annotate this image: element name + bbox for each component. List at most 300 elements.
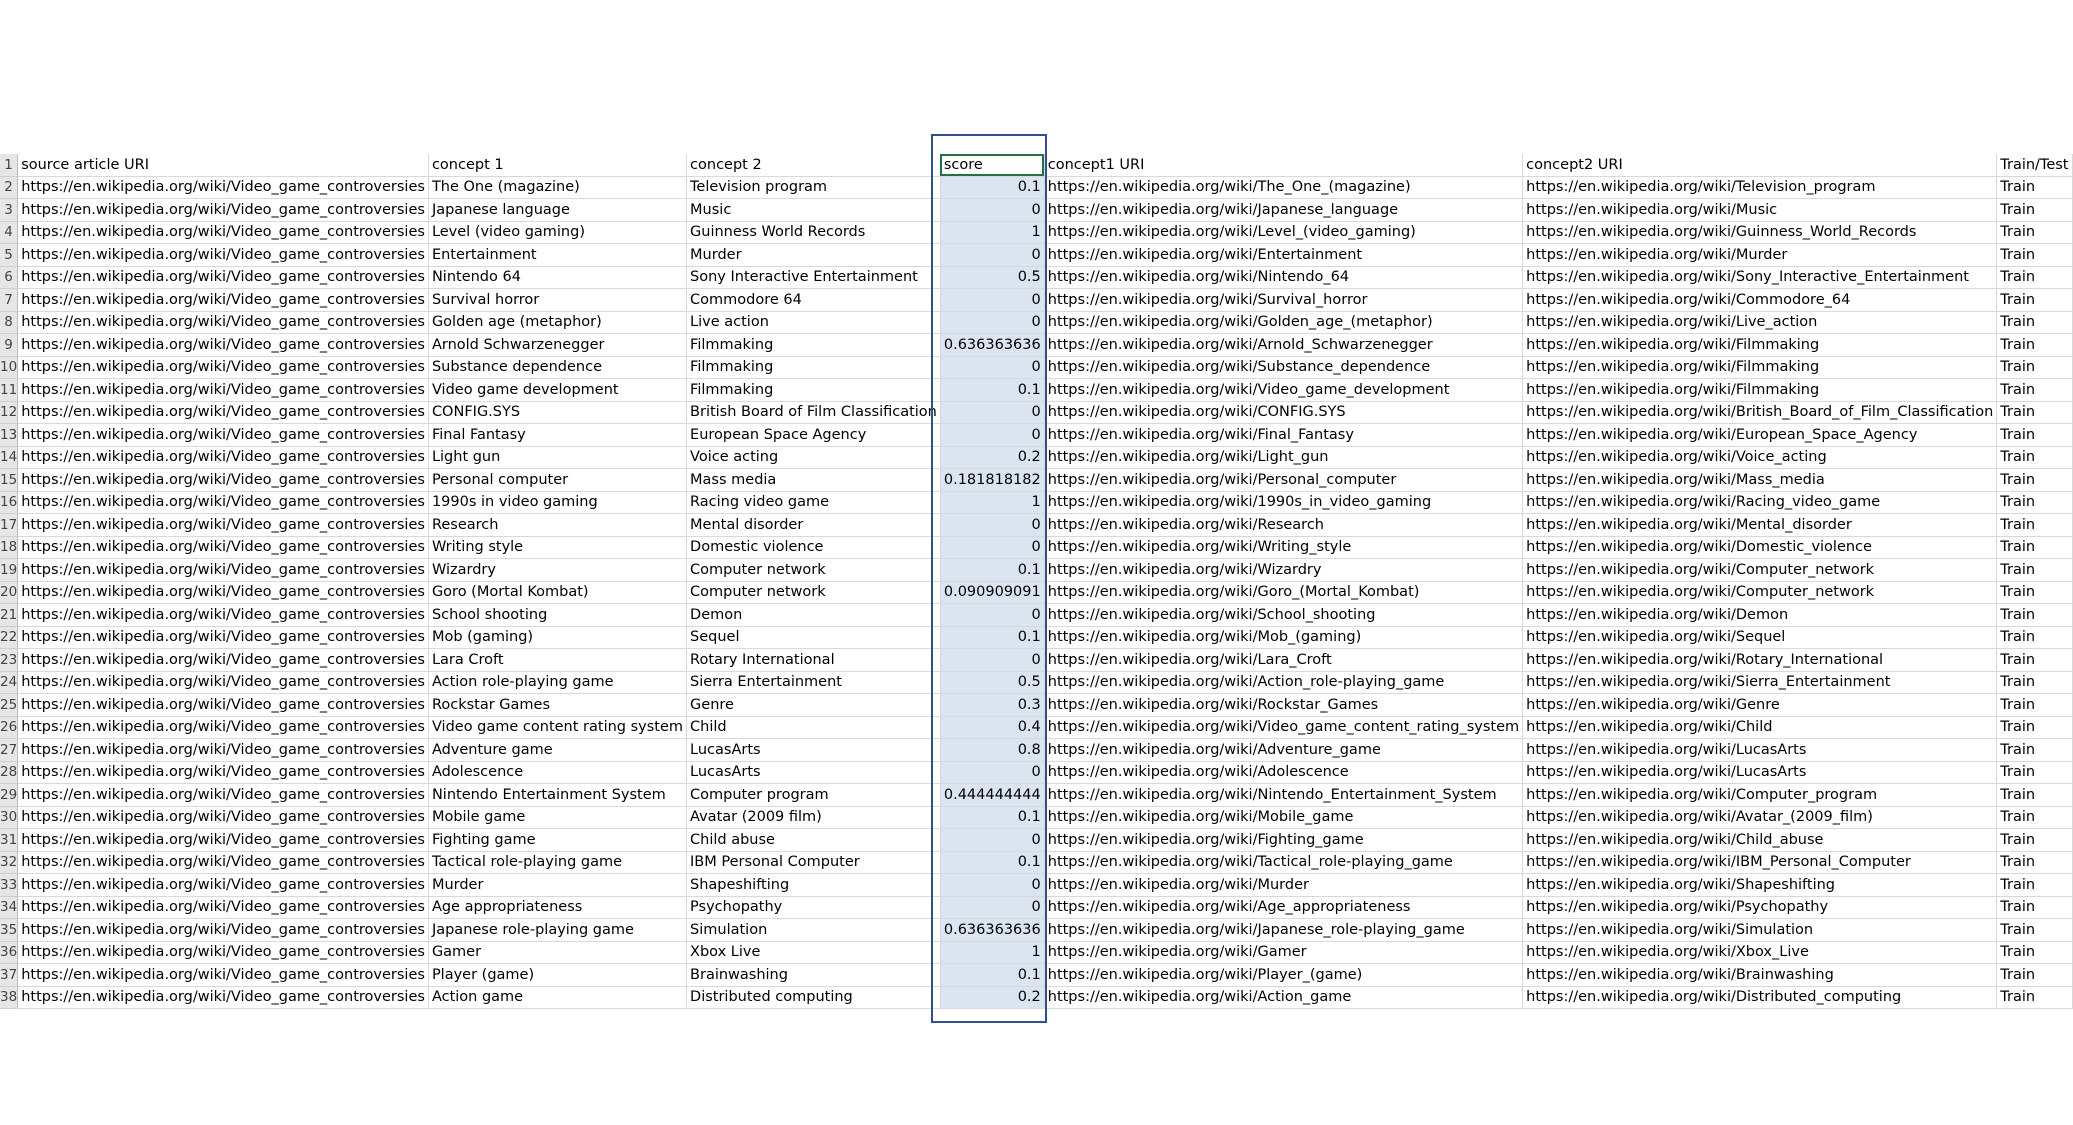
cell-source-uri[interactable]: https://en.wikipedia.org/wiki/Video_game_controversies bbox=[18, 559, 429, 582]
cell-split[interactable]: Train bbox=[1997, 739, 2072, 762]
cell-concept2-uri[interactable]: https://en.wikipedia.org/wiki/Sierra_Entertainment bbox=[1523, 671, 1997, 694]
row-number[interactable]: 28 bbox=[0, 761, 18, 784]
cell-concept1[interactable]: Tactical role-playing game bbox=[428, 851, 686, 874]
cell-source-uri[interactable]: https://en.wikipedia.org/wiki/Video_game_controversies bbox=[18, 536, 429, 559]
cell-concept2[interactable]: Television program bbox=[687, 176, 941, 199]
cell-source-uri[interactable]: https://en.wikipedia.org/wiki/Video_game_controversies bbox=[18, 379, 429, 402]
cell-source-uri[interactable]: https://en.wikipedia.org/wiki/Video_game_controversies bbox=[18, 851, 429, 874]
cell-concept2[interactable]: Genre bbox=[687, 694, 941, 717]
cell-split[interactable]: Train bbox=[1997, 334, 2072, 357]
cell-concept1[interactable]: Age appropriateness bbox=[428, 896, 686, 919]
cell-concept1-uri[interactable]: https://en.wikipedia.org/wiki/Tactical_role-playing_game bbox=[1044, 851, 1522, 874]
cell-split[interactable]: Train bbox=[1997, 289, 2072, 312]
row-number[interactable]: 9 bbox=[0, 334, 18, 357]
cell-concept2-uri[interactable]: https://en.wikipedia.org/wiki/IBM_Personal_Computer bbox=[1523, 851, 1997, 874]
cell-split[interactable]: Train bbox=[1997, 221, 2072, 244]
cell-score[interactable]: 0 bbox=[940, 514, 1044, 537]
row-number[interactable]: 25 bbox=[0, 694, 18, 717]
cell-concept1-uri[interactable]: https://en.wikipedia.org/wiki/Writing_style bbox=[1044, 536, 1522, 559]
cell-concept1[interactable]: Nintendo Entertainment System bbox=[428, 784, 686, 807]
cell-concept2[interactable]: Guinness World Records bbox=[687, 221, 941, 244]
row-number[interactable]: 6 bbox=[0, 266, 18, 289]
cell-split[interactable]: Train bbox=[1997, 176, 2072, 199]
cell-source-uri[interactable]: https://en.wikipedia.org/wiki/Video_game_controversies bbox=[18, 626, 429, 649]
cell-concept2-uri[interactable]: https://en.wikipedia.org/wiki/Filmmaking bbox=[1523, 334, 1997, 357]
cell-concept1-uri[interactable]: https://en.wikipedia.org/wiki/Lara_Croft bbox=[1044, 649, 1522, 672]
cell-concept1-uri[interactable]: https://en.wikipedia.org/wiki/Mobile_game bbox=[1044, 806, 1522, 829]
cell-concept2[interactable]: LucasArts bbox=[687, 761, 941, 784]
cell-concept2-uri[interactable]: https://en.wikipedia.org/wiki/Mass_media bbox=[1523, 469, 1997, 492]
cell-concept1-uri[interactable]: https://en.wikipedia.org/wiki/Player_(game) bbox=[1044, 964, 1522, 987]
cell-source-uri[interactable]: https://en.wikipedia.org/wiki/Video_game_controversies bbox=[18, 446, 429, 469]
cell-concept1-uri[interactable]: https://en.wikipedia.org/wiki/Adolescence bbox=[1044, 761, 1522, 784]
cell-score[interactable]: 0 bbox=[940, 244, 1044, 267]
cell-score[interactable]: 0 bbox=[940, 424, 1044, 447]
cell-concept1[interactable]: Research bbox=[428, 514, 686, 537]
cell-score[interactable]: 0 bbox=[940, 199, 1044, 222]
cell-split[interactable]: Train bbox=[1997, 199, 2072, 222]
cell-concept1[interactable]: CONFIG.SYS bbox=[428, 401, 686, 424]
cell-concept1-uri[interactable]: https://en.wikipedia.org/wiki/Video_game_content_rating_system bbox=[1044, 716, 1522, 739]
cell-concept1-uri[interactable]: https://en.wikipedia.org/wiki/Mob_(gaming) bbox=[1044, 626, 1522, 649]
cell-source-uri[interactable]: https://en.wikipedia.org/wiki/Video_game_controversies bbox=[18, 716, 429, 739]
cell-concept2-uri[interactable]: https://en.wikipedia.org/wiki/Xbox_Live bbox=[1523, 941, 1997, 964]
cell-split[interactable]: Train bbox=[1997, 604, 2072, 627]
cell-split[interactable]: Train bbox=[1997, 716, 2072, 739]
cell-score[interactable]: 0.636363636 bbox=[940, 334, 1044, 357]
cell-concept1[interactable]: Lara Croft bbox=[428, 649, 686, 672]
cell-concept2[interactable]: Computer network bbox=[687, 581, 941, 604]
cell-concept1-uri[interactable]: https://en.wikipedia.org/wiki/Gamer bbox=[1044, 941, 1522, 964]
cell-concept1[interactable]: Goro (Mortal Kombat) bbox=[428, 581, 686, 604]
row-number[interactable]: 12 bbox=[0, 401, 18, 424]
cell-score[interactable]: 0 bbox=[940, 604, 1044, 627]
cell-concept2-uri[interactable]: https://en.wikipedia.org/wiki/LucasArts bbox=[1523, 739, 1997, 762]
cell-concept1-uri[interactable]: https://en.wikipedia.org/wiki/Nintendo_64 bbox=[1044, 266, 1522, 289]
cell-score[interactable]: 0.1 bbox=[940, 964, 1044, 987]
cell-source-uri[interactable]: https://en.wikipedia.org/wiki/Video_game_controversies bbox=[18, 694, 429, 717]
cell-source-uri[interactable]: https://en.wikipedia.org/wiki/Video_game_controversies bbox=[18, 469, 429, 492]
cell-concept1-uri[interactable]: https://en.wikipedia.org/wiki/Final_Fantasy bbox=[1044, 424, 1522, 447]
row-number[interactable]: 8 bbox=[0, 311, 18, 334]
row-number[interactable]: 24 bbox=[0, 671, 18, 694]
row-number[interactable]: 29 bbox=[0, 784, 18, 807]
cell-split[interactable]: Train bbox=[1997, 311, 2072, 334]
cell-concept2[interactable]: Filmmaking bbox=[687, 356, 941, 379]
cell-concept1[interactable]: Video game content rating system bbox=[428, 716, 686, 739]
cell-concept1-uri[interactable]: https://en.wikipedia.org/wiki/Golden_age_(metaphor) bbox=[1044, 311, 1522, 334]
cell-concept1[interactable]: Writing style bbox=[428, 536, 686, 559]
cell-concept1-uri[interactable]: https://en.wikipedia.org/wiki/Substance_dependence bbox=[1044, 356, 1522, 379]
row-number[interactable]: 36 bbox=[0, 941, 18, 964]
cell-concept2-uri[interactable]: https://en.wikipedia.org/wiki/British_Board_of_Film_Classification bbox=[1523, 401, 1997, 424]
cell-concept1[interactable]: Substance dependence bbox=[428, 356, 686, 379]
cell-split[interactable]: Train bbox=[1997, 424, 2072, 447]
cell-score[interactable]: 0.181818182 bbox=[940, 469, 1044, 492]
cell-concept1-uri[interactable]: https://en.wikipedia.org/wiki/Arnold_Schwarzenegger bbox=[1044, 334, 1522, 357]
cell-concept2-uri[interactable]: https://en.wikipedia.org/wiki/Rotary_International bbox=[1523, 649, 1997, 672]
row-number[interactable]: 16 bbox=[0, 491, 18, 514]
header-cell-score-active[interactable]: score bbox=[940, 154, 1044, 176]
cell-source-uri[interactable]: https://en.wikipedia.org/wiki/Video_game_controversies bbox=[18, 986, 429, 1009]
cell-split[interactable]: Train bbox=[1997, 266, 2072, 289]
cell-concept2-uri[interactable]: https://en.wikipedia.org/wiki/Filmmaking bbox=[1523, 356, 1997, 379]
cell-concept2-uri[interactable]: https://en.wikipedia.org/wiki/Child_abuse bbox=[1523, 829, 1997, 852]
cell-concept1-uri[interactable]: https://en.wikipedia.org/wiki/Wizardry bbox=[1044, 559, 1522, 582]
cell-concept1[interactable]: Mob (gaming) bbox=[428, 626, 686, 649]
cell-split[interactable]: Train bbox=[1997, 626, 2072, 649]
cell-source-uri[interactable]: https://en.wikipedia.org/wiki/Video_game_controversies bbox=[18, 244, 429, 267]
cell-concept2[interactable]: Sierra Entertainment bbox=[687, 671, 941, 694]
cell-concept2[interactable]: Shapeshifting bbox=[687, 874, 941, 897]
cell-concept1-uri[interactable]: https://en.wikipedia.org/wiki/Rockstar_Games bbox=[1044, 694, 1522, 717]
cell-concept2[interactable]: Xbox Live bbox=[687, 941, 941, 964]
cell-score[interactable]: 0 bbox=[940, 311, 1044, 334]
cell-concept2[interactable]: Computer network bbox=[687, 559, 941, 582]
cell-concept1-uri[interactable]: https://en.wikipedia.org/wiki/Survival_horror bbox=[1044, 289, 1522, 312]
cell-score[interactable]: 1 bbox=[940, 491, 1044, 514]
cell-concept1[interactable]: Arnold Schwarzenegger bbox=[428, 334, 686, 357]
cell-concept1-uri[interactable]: https://en.wikipedia.org/wiki/Age_appropriateness bbox=[1044, 896, 1522, 919]
cell-concept1-uri[interactable]: https://en.wikipedia.org/wiki/Adventure_game bbox=[1044, 739, 1522, 762]
cell-source-uri[interactable]: https://en.wikipedia.org/wiki/Video_game_controversies bbox=[18, 874, 429, 897]
header-cell-concept2[interactable]: concept 2 bbox=[687, 154, 941, 176]
cell-score[interactable]: 1 bbox=[940, 221, 1044, 244]
cell-split[interactable]: Train bbox=[1997, 874, 2072, 897]
cell-concept2-uri[interactable]: https://en.wikipedia.org/wiki/Distributed_computing bbox=[1523, 986, 1997, 1009]
row-number[interactable]: 21 bbox=[0, 604, 18, 627]
cell-concept1[interactable]: The One (magazine) bbox=[428, 176, 686, 199]
header-cell-concept1-uri[interactable]: concept1 URI bbox=[1044, 154, 1522, 176]
cell-concept1-uri[interactable]: https://en.wikipedia.org/wiki/School_shooting bbox=[1044, 604, 1522, 627]
cell-concept2-uri[interactable]: https://en.wikipedia.org/wiki/Shapeshifting bbox=[1523, 874, 1997, 897]
cell-source-uri[interactable]: https://en.wikipedia.org/wiki/Video_game_controversies bbox=[18, 806, 429, 829]
row-number[interactable]: 10 bbox=[0, 356, 18, 379]
cell-concept1-uri[interactable]: https://en.wikipedia.org/wiki/Goro_(Mortal_Kombat) bbox=[1044, 581, 1522, 604]
cell-concept1[interactable]: Entertainment bbox=[428, 244, 686, 267]
cell-concept1[interactable]: Video game development bbox=[428, 379, 686, 402]
cell-concept2-uri[interactable]: https://en.wikipedia.org/wiki/Computer_network bbox=[1523, 581, 1997, 604]
row-number[interactable]: 22 bbox=[0, 626, 18, 649]
cell-concept2[interactable]: Domestic violence bbox=[687, 536, 941, 559]
row-number[interactable]: 18 bbox=[0, 536, 18, 559]
cell-concept2-uri[interactable]: https://en.wikipedia.org/wiki/Computer_program bbox=[1523, 784, 1997, 807]
cell-concept2[interactable]: Racing video game bbox=[687, 491, 941, 514]
cell-concept1[interactable]: Nintendo 64 bbox=[428, 266, 686, 289]
cell-concept1-uri[interactable]: https://en.wikipedia.org/wiki/Japanese_role-playing_game bbox=[1044, 919, 1522, 942]
cell-concept2-uri[interactable]: https://en.wikipedia.org/wiki/Guinness_World_Records bbox=[1523, 221, 1997, 244]
cell-score[interactable]: 0.1 bbox=[940, 626, 1044, 649]
cell-split[interactable]: Train bbox=[1997, 536, 2072, 559]
cell-split[interactable]: Train bbox=[1997, 469, 2072, 492]
cell-concept2-uri[interactable]: https://en.wikipedia.org/wiki/Sony_Interactive_Entertainment bbox=[1523, 266, 1997, 289]
cell-concept1[interactable]: Personal computer bbox=[428, 469, 686, 492]
cell-concept2-uri[interactable]: https://en.wikipedia.org/wiki/Mental_disorder bbox=[1523, 514, 1997, 537]
cell-score[interactable]: 0 bbox=[940, 536, 1044, 559]
row-number[interactable]: 34 bbox=[0, 896, 18, 919]
row-number[interactable]: 2 bbox=[0, 176, 18, 199]
cell-split[interactable]: Train bbox=[1997, 919, 2072, 942]
row-number[interactable]: 7 bbox=[0, 289, 18, 312]
cell-score[interactable]: 0.1 bbox=[940, 851, 1044, 874]
cell-concept1[interactable]: Level (video gaming) bbox=[428, 221, 686, 244]
row-number[interactable]: 19 bbox=[0, 559, 18, 582]
cell-score[interactable]: 0.1 bbox=[940, 559, 1044, 582]
row-number[interactable]: 35 bbox=[0, 919, 18, 942]
cell-concept2-uri[interactable]: https://en.wikipedia.org/wiki/LucasArts bbox=[1523, 761, 1997, 784]
row-number[interactable]: 26 bbox=[0, 716, 18, 739]
cell-source-uri[interactable]: https://en.wikipedia.org/wiki/Video_game_controversies bbox=[18, 919, 429, 942]
cell-concept2[interactable]: Rotary International bbox=[687, 649, 941, 672]
cell-concept2[interactable]: Filmmaking bbox=[687, 379, 941, 402]
cell-split[interactable]: Train bbox=[1997, 649, 2072, 672]
cell-concept2-uri[interactable]: https://en.wikipedia.org/wiki/Voice_acting bbox=[1523, 446, 1997, 469]
cell-concept1-uri[interactable]: https://en.wikipedia.org/wiki/1990s_in_video_gaming bbox=[1044, 491, 1522, 514]
cell-concept2-uri[interactable]: https://en.wikipedia.org/wiki/Live_action bbox=[1523, 311, 1997, 334]
cell-split[interactable]: Train bbox=[1997, 356, 2072, 379]
cell-concept2[interactable]: IBM Personal Computer bbox=[687, 851, 941, 874]
cell-score[interactable]: 0.090909091 bbox=[940, 581, 1044, 604]
cell-concept2[interactable]: Sequel bbox=[687, 626, 941, 649]
cell-concept2-uri[interactable]: https://en.wikipedia.org/wiki/Sequel bbox=[1523, 626, 1997, 649]
cell-concept1[interactable]: Light gun bbox=[428, 446, 686, 469]
cell-split[interactable]: Train bbox=[1997, 761, 2072, 784]
cell-source-uri[interactable]: https://en.wikipedia.org/wiki/Video_game_controversies bbox=[18, 581, 429, 604]
cell-concept2-uri[interactable]: https://en.wikipedia.org/wiki/Brainwashing bbox=[1523, 964, 1997, 987]
header-cell-concept2-uri[interactable]: concept2 URI bbox=[1523, 154, 1997, 176]
cell-concept2[interactable]: Brainwashing bbox=[687, 964, 941, 987]
cell-source-uri[interactable]: https://en.wikipedia.org/wiki/Video_game_controversies bbox=[18, 671, 429, 694]
cell-concept2-uri[interactable]: https://en.wikipedia.org/wiki/Murder bbox=[1523, 244, 1997, 267]
cell-source-uri[interactable]: https://en.wikipedia.org/wiki/Video_game_controversies bbox=[18, 199, 429, 222]
cell-concept1[interactable]: Rockstar Games bbox=[428, 694, 686, 717]
cell-concept2-uri[interactable]: https://en.wikipedia.org/wiki/Television_program bbox=[1523, 176, 1997, 199]
cell-source-uri[interactable]: https://en.wikipedia.org/wiki/Video_game_controversies bbox=[18, 784, 429, 807]
cell-concept2-uri[interactable]: https://en.wikipedia.org/wiki/Demon bbox=[1523, 604, 1997, 627]
cell-source-uri[interactable]: https://en.wikipedia.org/wiki/Video_game_controversies bbox=[18, 896, 429, 919]
row-number[interactable]: 14 bbox=[0, 446, 18, 469]
cell-concept2-uri[interactable]: https://en.wikipedia.org/wiki/Music bbox=[1523, 199, 1997, 222]
row-number[interactable]: 1 bbox=[0, 154, 18, 176]
cell-concept1[interactable]: Japanese role-playing game bbox=[428, 919, 686, 942]
cell-score[interactable]: 0.2 bbox=[940, 446, 1044, 469]
cell-source-uri[interactable]: https://en.wikipedia.org/wiki/Video_game_controversies bbox=[18, 941, 429, 964]
row-number[interactable]: 15 bbox=[0, 469, 18, 492]
cell-split[interactable]: Train bbox=[1997, 401, 2072, 424]
cell-concept1[interactable]: Japanese language bbox=[428, 199, 686, 222]
cell-split[interactable]: Train bbox=[1997, 514, 2072, 537]
row-number[interactable]: 17 bbox=[0, 514, 18, 537]
cell-concept2-uri[interactable]: https://en.wikipedia.org/wiki/European_Space_Agency bbox=[1523, 424, 1997, 447]
cell-split[interactable]: Train bbox=[1997, 446, 2072, 469]
cell-score[interactable]: 0.1 bbox=[940, 176, 1044, 199]
cell-concept2-uri[interactable]: https://en.wikipedia.org/wiki/Child bbox=[1523, 716, 1997, 739]
cell-source-uri[interactable]: https://en.wikipedia.org/wiki/Video_game_controversies bbox=[18, 829, 429, 852]
cell-score[interactable]: 0.1 bbox=[940, 806, 1044, 829]
cell-split[interactable]: Train bbox=[1997, 896, 2072, 919]
cell-concept1-uri[interactable]: https://en.wikipedia.org/wiki/Level_(video_gaming) bbox=[1044, 221, 1522, 244]
cell-source-uri[interactable]: https://en.wikipedia.org/wiki/Video_game_controversies bbox=[18, 604, 429, 627]
cell-score[interactable]: 0.5 bbox=[940, 266, 1044, 289]
row-number[interactable]: 5 bbox=[0, 244, 18, 267]
cell-score[interactable]: 0 bbox=[940, 289, 1044, 312]
cell-split[interactable]: Train bbox=[1997, 986, 2072, 1009]
cell-concept1-uri[interactable]: https://en.wikipedia.org/wiki/Light_gun bbox=[1044, 446, 1522, 469]
cell-score[interactable]: 0 bbox=[940, 896, 1044, 919]
cell-source-uri[interactable]: https://en.wikipedia.org/wiki/Video_game_controversies bbox=[18, 514, 429, 537]
row-number[interactable]: 27 bbox=[0, 739, 18, 762]
cell-concept1-uri[interactable]: https://en.wikipedia.org/wiki/The_One_(magazine) bbox=[1044, 176, 1522, 199]
cell-split[interactable]: Train bbox=[1997, 784, 2072, 807]
cell-concept2[interactable]: Filmmaking bbox=[687, 334, 941, 357]
cell-source-uri[interactable]: https://en.wikipedia.org/wiki/Video_game_controversies bbox=[18, 221, 429, 244]
cell-score[interactable]: 0.3 bbox=[940, 694, 1044, 717]
cell-split[interactable]: Train bbox=[1997, 694, 2072, 717]
cell-source-uri[interactable]: https://en.wikipedia.org/wiki/Video_game_controversies bbox=[18, 401, 429, 424]
cell-concept2[interactable]: Commodore 64 bbox=[687, 289, 941, 312]
cell-score[interactable]: 0 bbox=[940, 401, 1044, 424]
cell-source-uri[interactable]: https://en.wikipedia.org/wiki/Video_game_controversies bbox=[18, 649, 429, 672]
cell-source-uri[interactable]: https://en.wikipedia.org/wiki/Video_game_controversies bbox=[18, 334, 429, 357]
cell-score[interactable]: 0.5 bbox=[940, 671, 1044, 694]
cell-concept1-uri[interactable]: https://en.wikipedia.org/wiki/Fighting_game bbox=[1044, 829, 1522, 852]
cell-concept2-uri[interactable]: https://en.wikipedia.org/wiki/Psychopathy bbox=[1523, 896, 1997, 919]
cell-concept2[interactable]: British Board of Film Classification bbox=[687, 401, 941, 424]
cell-concept2[interactable]: Child bbox=[687, 716, 941, 739]
cell-source-uri[interactable]: https://en.wikipedia.org/wiki/Video_game_controversies bbox=[18, 311, 429, 334]
cell-score[interactable]: 0.2 bbox=[940, 986, 1044, 1009]
cell-concept1-uri[interactable]: https://en.wikipedia.org/wiki/Entertainment bbox=[1044, 244, 1522, 267]
cell-split[interactable]: Train bbox=[1997, 829, 2072, 852]
cell-concept1[interactable]: Mobile game bbox=[428, 806, 686, 829]
cell-concept2[interactable]: Mental disorder bbox=[687, 514, 941, 537]
cell-source-uri[interactable]: https://en.wikipedia.org/wiki/Video_game_controversies bbox=[18, 356, 429, 379]
cell-concept2-uri[interactable]: https://en.wikipedia.org/wiki/Commodore_64 bbox=[1523, 289, 1997, 312]
cell-concept1[interactable]: Fighting game bbox=[428, 829, 686, 852]
cell-concept1-uri[interactable]: https://en.wikipedia.org/wiki/Video_game_development bbox=[1044, 379, 1522, 402]
row-number[interactable]: 37 bbox=[0, 964, 18, 987]
cell-split[interactable]: Train bbox=[1997, 581, 2072, 604]
cell-concept1-uri[interactable]: https://en.wikipedia.org/wiki/Action_role-playing_game bbox=[1044, 671, 1522, 694]
cell-score[interactable]: 0.4 bbox=[940, 716, 1044, 739]
cell-concept1[interactable]: 1990s in video gaming bbox=[428, 491, 686, 514]
cell-split[interactable]: Train bbox=[1997, 964, 2072, 987]
cell-score[interactable]: 0 bbox=[940, 649, 1044, 672]
cell-split[interactable]: Train bbox=[1997, 671, 2072, 694]
row-number[interactable]: 11 bbox=[0, 379, 18, 402]
cell-concept1-uri[interactable]: https://en.wikipedia.org/wiki/CONFIG.SYS bbox=[1044, 401, 1522, 424]
cell-concept2[interactable]: Psychopathy bbox=[687, 896, 941, 919]
cell-source-uri[interactable]: https://en.wikipedia.org/wiki/Video_game_controversies bbox=[18, 424, 429, 447]
row-number[interactable]: 33 bbox=[0, 874, 18, 897]
row-number[interactable]: 23 bbox=[0, 649, 18, 672]
cell-concept2[interactable]: Live action bbox=[687, 311, 941, 334]
cell-concept1[interactable]: Adolescence bbox=[428, 761, 686, 784]
row-number[interactable]: 4 bbox=[0, 221, 18, 244]
cell-score[interactable]: 0.444444444 bbox=[940, 784, 1044, 807]
cell-concept1[interactable]: Gamer bbox=[428, 941, 686, 964]
cell-concept1-uri[interactable]: https://en.wikipedia.org/wiki/Murder bbox=[1044, 874, 1522, 897]
cell-concept2[interactable]: Child abuse bbox=[687, 829, 941, 852]
cell-concept2[interactable]: Voice acting bbox=[687, 446, 941, 469]
cell-split[interactable]: Train bbox=[1997, 244, 2072, 267]
cell-source-uri[interactable]: https://en.wikipedia.org/wiki/Video_game_controversies bbox=[18, 761, 429, 784]
cell-concept1[interactable]: Player (game) bbox=[428, 964, 686, 987]
header-cell-split[interactable]: Train/Test bbox=[1997, 154, 2072, 176]
cell-concept2-uri[interactable]: https://en.wikipedia.org/wiki/Racing_video_game bbox=[1523, 491, 1997, 514]
header-cell-source[interactable]: source article URI bbox=[18, 154, 429, 176]
cell-split[interactable]: Train bbox=[1997, 491, 2072, 514]
cell-concept2[interactable]: Distributed computing bbox=[687, 986, 941, 1009]
cell-concept1-uri[interactable]: https://en.wikipedia.org/wiki/Nintendo_Entertainment_System bbox=[1044, 784, 1522, 807]
row-number[interactable]: 13 bbox=[0, 424, 18, 447]
cell-split[interactable]: Train bbox=[1997, 559, 2072, 582]
cell-concept1[interactable]: Murder bbox=[428, 874, 686, 897]
cell-score[interactable]: 1 bbox=[940, 941, 1044, 964]
cell-concept2[interactable]: Avatar (2009 film) bbox=[687, 806, 941, 829]
cell-score[interactable]: 0 bbox=[940, 761, 1044, 784]
cell-concept1[interactable]: Action game bbox=[428, 986, 686, 1009]
cell-split[interactable]: Train bbox=[1997, 806, 2072, 829]
cell-concept1-uri[interactable]: https://en.wikipedia.org/wiki/Personal_computer bbox=[1044, 469, 1522, 492]
cell-score[interactable]: 0 bbox=[940, 829, 1044, 852]
cell-source-uri[interactable]: https://en.wikipedia.org/wiki/Video_game_controversies bbox=[18, 739, 429, 762]
cell-concept2-uri[interactable]: https://en.wikipedia.org/wiki/Computer_network bbox=[1523, 559, 1997, 582]
cell-concept1[interactable]: Wizardry bbox=[428, 559, 686, 582]
cell-concept2[interactable]: Mass media bbox=[687, 469, 941, 492]
cell-score[interactable]: 0.636363636 bbox=[940, 919, 1044, 942]
cell-split[interactable]: Train bbox=[1997, 851, 2072, 874]
cell-source-uri[interactable]: https://en.wikipedia.org/wiki/Video_game_controversies bbox=[18, 289, 429, 312]
row-number[interactable]: 38 bbox=[0, 986, 18, 1009]
row-number[interactable]: 30 bbox=[0, 806, 18, 829]
cell-split[interactable]: Train bbox=[1997, 941, 2072, 964]
cell-concept1[interactable]: Action role-playing game bbox=[428, 671, 686, 694]
cell-concept2[interactable]: LucasArts bbox=[687, 739, 941, 762]
cell-concept2-uri[interactable]: https://en.wikipedia.org/wiki/Genre bbox=[1523, 694, 1997, 717]
cell-concept2[interactable]: Simulation bbox=[687, 919, 941, 942]
cell-source-uri[interactable]: https://en.wikipedia.org/wiki/Video_game_controversies bbox=[18, 266, 429, 289]
cell-source-uri[interactable]: https://en.wikipedia.org/wiki/Video_game_controversies bbox=[18, 491, 429, 514]
cell-concept2[interactable]: Sony Interactive Entertainment bbox=[687, 266, 941, 289]
cell-score[interactable]: 0 bbox=[940, 356, 1044, 379]
cell-concept2[interactable]: Demon bbox=[687, 604, 941, 627]
cell-source-uri[interactable]: https://en.wikipedia.org/wiki/Video_game_controversies bbox=[18, 964, 429, 987]
row-number[interactable]: 32 bbox=[0, 851, 18, 874]
cell-concept2[interactable]: Computer program bbox=[687, 784, 941, 807]
row-number[interactable]: 31 bbox=[0, 829, 18, 852]
cell-score[interactable]: 0.8 bbox=[940, 739, 1044, 762]
cell-score[interactable]: 0.1 bbox=[940, 379, 1044, 402]
row-number[interactable]: 20 bbox=[0, 581, 18, 604]
header-cell-concept1[interactable]: concept 1 bbox=[428, 154, 686, 176]
cell-concept1[interactable]: Survival horror bbox=[428, 289, 686, 312]
row-number[interactable]: 3 bbox=[0, 199, 18, 222]
cell-concept1[interactable]: Final Fantasy bbox=[428, 424, 686, 447]
cell-concept2[interactable]: Music bbox=[687, 199, 941, 222]
cell-concept1[interactable]: School shooting bbox=[428, 604, 686, 627]
cell-concept1-uri[interactable]: https://en.wikipedia.org/wiki/Research bbox=[1044, 514, 1522, 537]
cell-concept2-uri[interactable]: https://en.wikipedia.org/wiki/Filmmaking bbox=[1523, 379, 1997, 402]
cell-concept2[interactable]: Murder bbox=[687, 244, 941, 267]
cell-source-uri[interactable]: https://en.wikipedia.org/wiki/Video_game_controversies bbox=[18, 176, 429, 199]
cell-concept2-uri[interactable]: https://en.wikipedia.org/wiki/Domestic_violence bbox=[1523, 536, 1997, 559]
cell-concept1-uri[interactable]: https://en.wikipedia.org/wiki/Japanese_language bbox=[1044, 199, 1522, 222]
cell-concept2-uri[interactable]: https://en.wikipedia.org/wiki/Avatar_(2009_film) bbox=[1523, 806, 1997, 829]
cell-score[interactable]: 0 bbox=[940, 874, 1044, 897]
cell-concept2[interactable]: European Space Agency bbox=[687, 424, 941, 447]
cell-concept1-uri[interactable]: https://en.wikipedia.org/wiki/Action_game bbox=[1044, 986, 1522, 1009]
